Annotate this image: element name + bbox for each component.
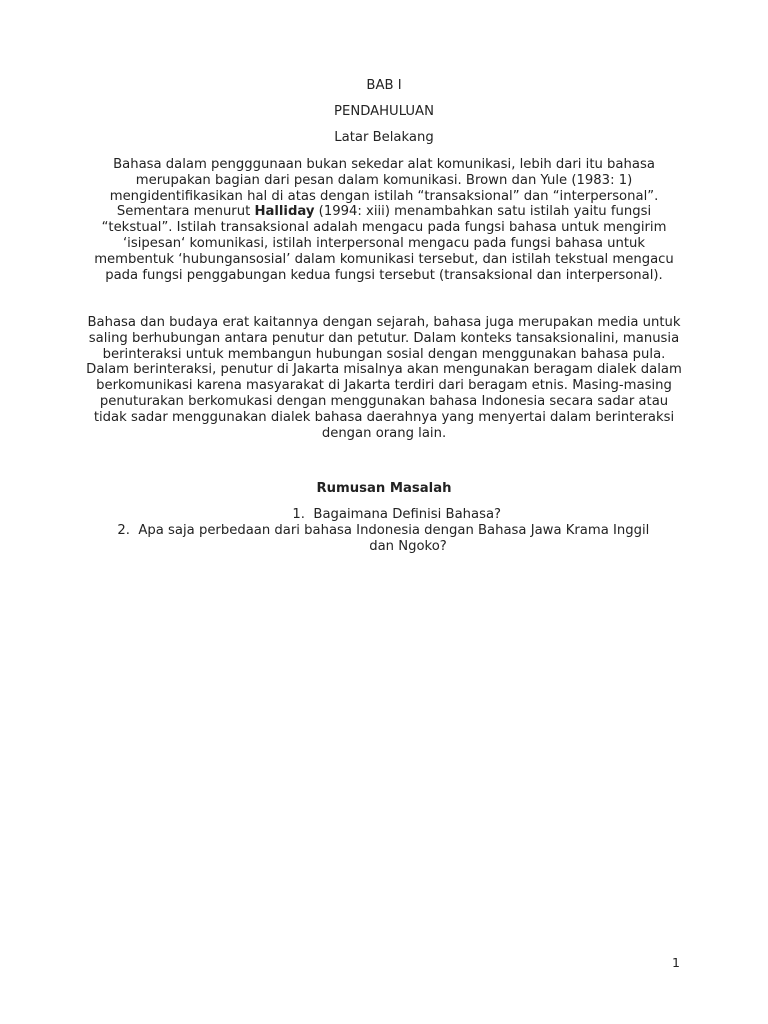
paragraph-text: Bahasa dalam pengggunaan bukan sekedar alat komunikasi, lebih dari itu bahasa merupakan bagian dari pesan dalam komunikasi. Brown dan Yule (1983: 1) mengidentifikasikan hal di atas dengan istilah “transaksional” dan “interpersonal”. Sementara menurut xyxy=(109,157,659,220)
paragraph-latar-belakang-2: Bahasa dan budaya erat kaitannya dengan sejarah, bahasa juga merupakan media untuk saling berhubungan antara penutur dan petutur. Dalam konteks tansaksionalini, manusia berinteraksi untuk membangun hubungan sosial dengan menggunakan bahasa pula. Dalam berinteraksi, penutur di Jakarta misalnya akan mengunakan beragam dialek dalam berkomunikasi karena masyarakat di Jakarta terdiri dari beragam etnis. Masing-masing penuturakan berkomukasi dengan menggunakan bahasa Indonesia secara sadar atau tidak sadar menggunakan dialek bahasa daerahnya yang menyertai dalam berinteraksi dengan orang lain. xyxy=(86,315,682,441)
list-item xyxy=(0,523,768,539)
list-item-number: 1. xyxy=(292,507,305,522)
chapter-title: PENDAHULUAN xyxy=(334,104,434,119)
list-item-text: Apa saja perbedaan dari bahasa Indonesia dengan Bahasa Jawa Krama Inggil xyxy=(138,522,650,538)
rumusan-masalah-heading: Rumusan Masalah xyxy=(316,481,452,496)
list-item xyxy=(0,507,768,523)
paragraph-latar-belakang-1 xyxy=(86,157,682,283)
list-item-number: 2. xyxy=(117,522,130,538)
list-item-text: Bagaimana Definisi Bahasa? xyxy=(313,507,502,522)
paragraph-text: (1994: xiii) menambahkan satu istilah yaitu fungsi “tekstual”. Istilah transaksional adalah mengacu pada fungsi bahasa untuk mengirim ‘isipesan‘ komunikasi, istilah interpersonal mengacu pada fungsi bahasa untuk membentuk ‘hubungansosial’ dalam komunikasi tersebut, dan istilah tekstual mengacu pada fungsi penggabungan kedua fungsi tersebut (transaksional dan interpersonal). xyxy=(94,204,674,283)
section-heading: Latar Belakang xyxy=(334,130,434,145)
page-number: 1 xyxy=(672,955,680,970)
rumusan-masalah-list xyxy=(0,507,768,554)
list-item-text: dan Ngoko? xyxy=(369,538,447,554)
chapter-label: BAB I xyxy=(366,78,402,93)
author-name-halliday: Halliday xyxy=(254,204,315,220)
list-item-continuation xyxy=(0,539,768,555)
